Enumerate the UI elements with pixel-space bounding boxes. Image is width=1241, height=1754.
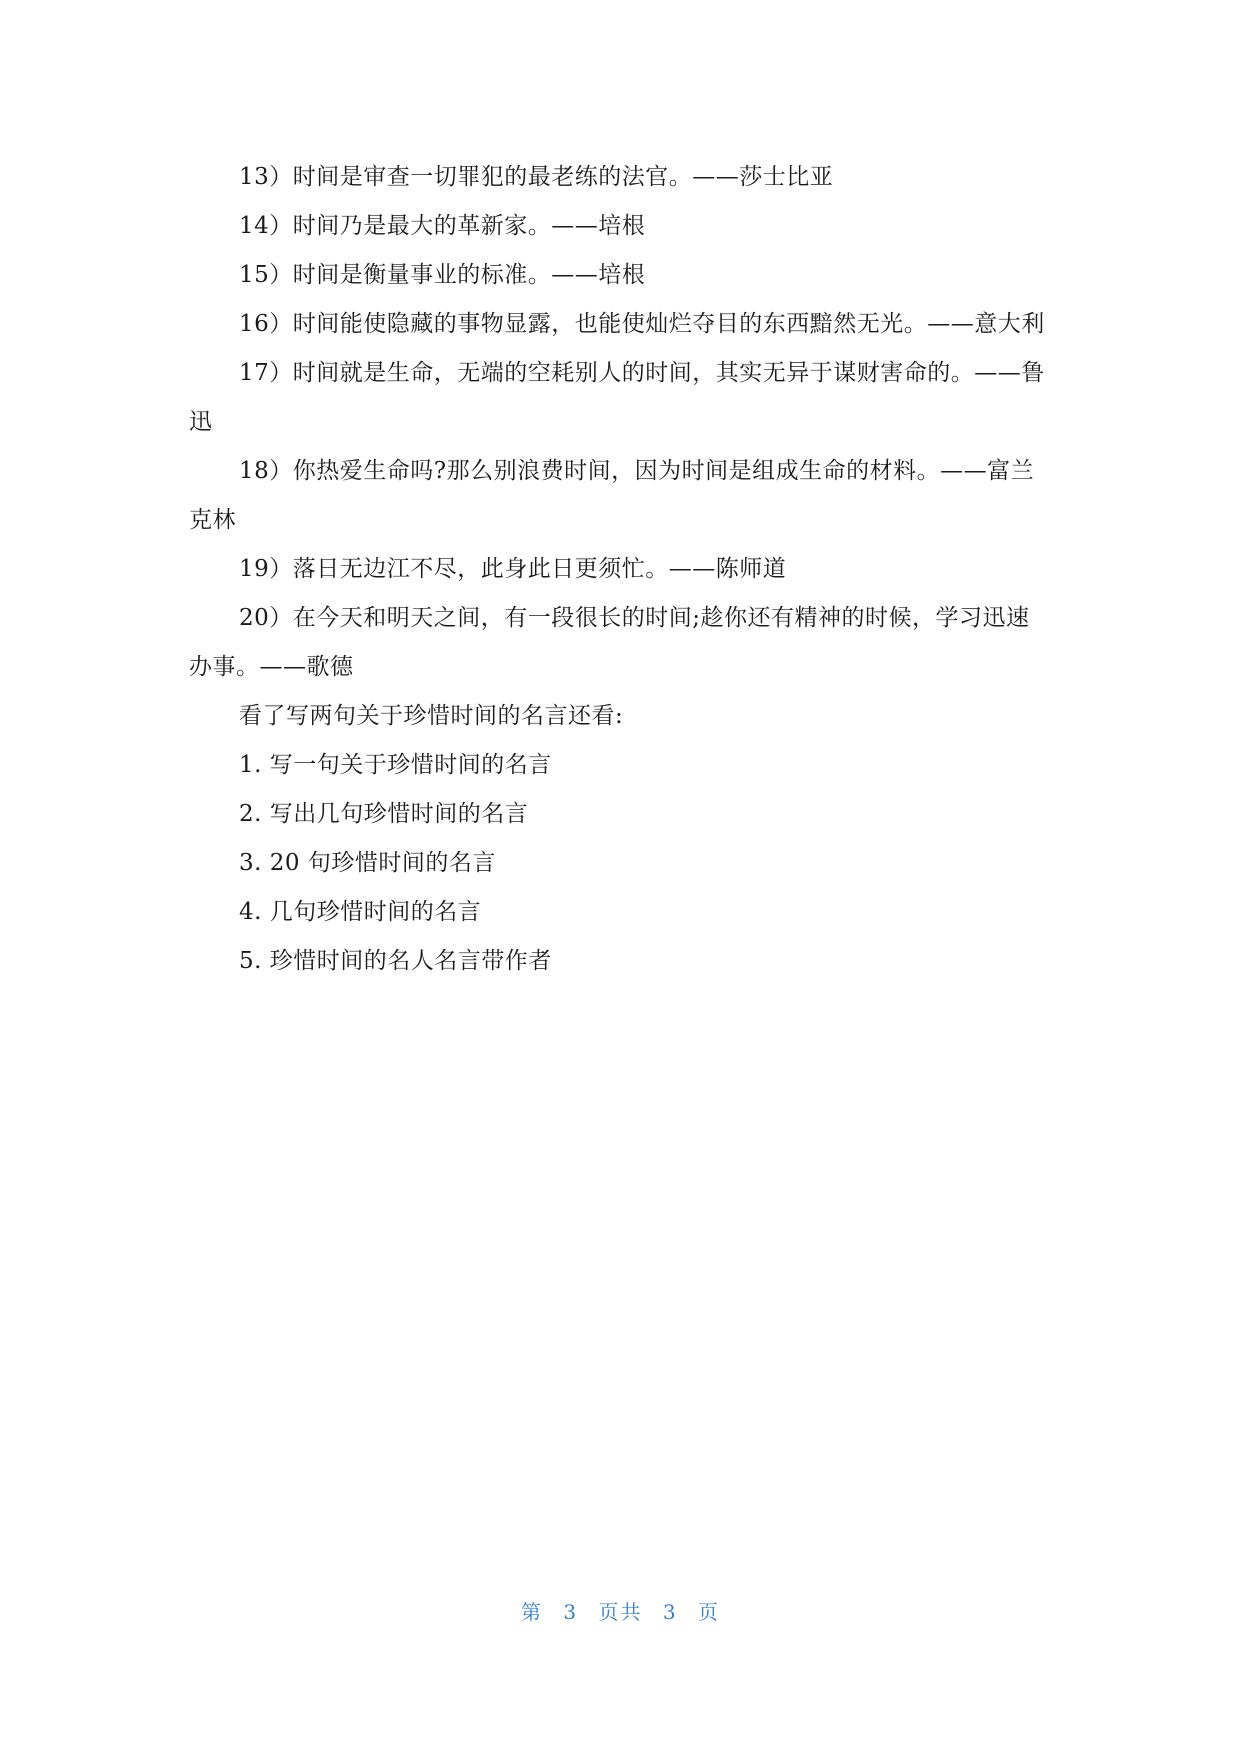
related-link-2[interactable]: 2. 写出几句珍惜时间的名言 <box>239 801 529 827</box>
related-heading: 看了写两句关于珍惜时间的名言还看: <box>239 703 624 729</box>
footer-suffix: 页 <box>697 1600 720 1624</box>
quote-17: 17）时间就是生命，无端的空耗别人的时间，其实无异于谋财害命的。——鲁迅 <box>189 360 1045 435</box>
document-body <box>189 153 1049 986</box>
footer-total-pages: 3 <box>662 1600 678 1624</box>
related-link-5[interactable]: 5. 珍惜时间的名人名言带作者 <box>239 948 552 974</box>
footer-middle: 页共 <box>598 1600 643 1624</box>
quote-18: 18）你热爱生命吗?那么别浪费时间，因为时间是组成生命的材料。——富兰克林 <box>189 458 1035 533</box>
footer-current-page: 3 <box>563 1600 579 1624</box>
quote-20: 20）在今天和明天之间，有一段很长的时间;趁你还有精神的时候，学习迅速办事。——歌德 <box>189 605 1030 680</box>
footer-prefix: 第 <box>521 1600 544 1624</box>
quote-15: 15）时间是衡量事业的标准。——培根 <box>239 262 646 288</box>
quote-14: 14）时间乃是最大的革新家。——培根 <box>239 213 646 239</box>
quote-16: 16）时间能使隐藏的事物显露，也能使灿烂夺目的东西黯然无光。——意大利 <box>239 311 1045 337</box>
related-link-3[interactable]: 3. 20 句珍惜时间的名言 <box>239 850 496 876</box>
quote-13: 13）时间是审查一切罪犯的最老练的法官。——莎士比亚 <box>239 164 834 190</box>
related-link-1[interactable]: 1. 写一句关于珍惜时间的名言 <box>239 752 552 778</box>
quote-19: 19）落日无边江不尽，此身此日更须忙。——陈师道 <box>239 556 787 582</box>
related-link-4[interactable]: 4. 几句珍惜时间的名言 <box>239 899 482 925</box>
page-footer <box>0 1596 1241 1625</box>
